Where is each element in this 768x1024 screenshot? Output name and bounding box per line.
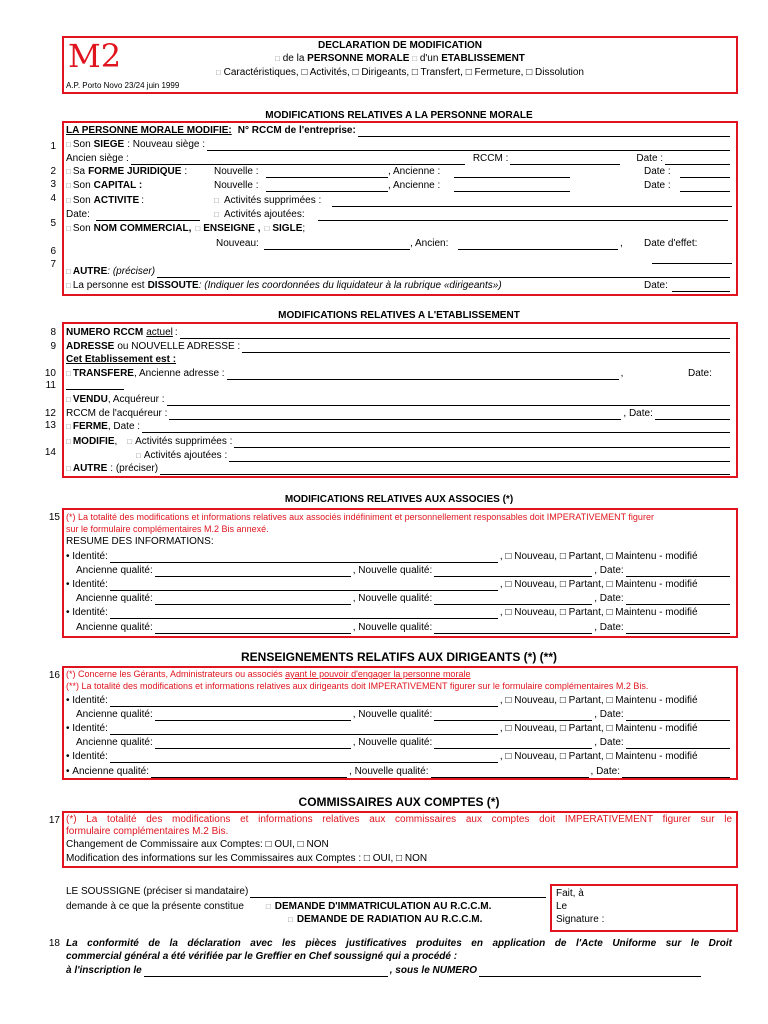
rccm-acquereur-field[interactable] [169, 411, 621, 420]
row-number: 4 [50, 193, 56, 204]
checkbox[interactable]: □ [275, 54, 280, 63]
demande-row: demande à ce que la présente constitue □ DEMANDE D'IMMATRICULATION AU R.C.C.M. [66, 901, 492, 912]
associe-qualite-row: Ancienne qualité: , Nouvelle qualité: , Date: [66, 622, 732, 634]
radiation-row: □ DEMANDE DE RADIATION AU R.C.C.M. [288, 914, 483, 925]
nouvelle-qualite-field[interactable] [434, 740, 592, 749]
soussigne-field[interactable] [250, 889, 546, 898]
row-number: 16 [48, 670, 60, 681]
row-number: 3 [50, 179, 56, 190]
row-number: 18 [48, 938, 60, 949]
date-field[interactable] [66, 382, 124, 390]
section-title-etablissement: MODIFICATIONS RELATIVES A L'ETABLISSEMENT [278, 310, 520, 321]
pm-dissoute-row: □ La personne est DISSOUTE : (Indiquer les coordonnées du liquidateur à la rubrique «dirigeants») Date: [66, 280, 732, 292]
pm-ancien-siege-row: Ancien siège : RCCM : Date : [66, 153, 732, 165]
soussigne-row: LE SOUSSIGNE (préciser si mandataire) [66, 886, 548, 898]
checkbox[interactable]: □ [136, 451, 141, 460]
ancienne-qualite-field[interactable] [155, 712, 351, 721]
form-reference: A.P. Porto Novo 23/24 juin 1999 [66, 81, 180, 90]
dirigeants-note-line2: (**) La totalité des modifications et informations relatives aux dirigeants doit IMPERATIVEMENT figurer sur le formulaire complémentaires M.2 Bis. [66, 681, 649, 691]
date-field[interactable] [655, 411, 730, 420]
associe-identite-row: • Identité: , □ Nouveau, □ Partant, □ Maintenu - modifié [66, 551, 698, 562]
row-number: 2 [50, 166, 56, 177]
nouvelle-qualite-field[interactable] [434, 568, 592, 577]
date-fermeture-field[interactable] [142, 424, 730, 433]
row-number: 14 [44, 447, 56, 458]
row-number: 8 [50, 327, 56, 338]
ancienne-adresse-field[interactable] [227, 371, 619, 380]
dirigeant-identite-row: • Identité: , □ Nouveau, □ Partant, □ Maintenu - modifié [66, 723, 698, 734]
checkbox[interactable]: □ [66, 369, 71, 378]
associe-identite-row: • Identité: , □ Nouveau, □ Partant, □ Maintenu - modifié [66, 607, 698, 618]
checkbox[interactable]: □ [264, 224, 270, 233]
header-line3: □ Caractéristiques, □ Activités, □ Dirigeants, □ Transfert, □ Fermeture, □ Dissolution [216, 67, 584, 78]
checkbox[interactable]: □ [127, 437, 133, 446]
modification-commissaire[interactable]: Modification des informations sur les Commissaires aux Comptes : □ OUI, □ NON [66, 853, 428, 864]
pm-nom-row: □ Son NOM COMMERCIAL, □ ENSEIGNE , □ SIGLE ; [66, 223, 306, 234]
etab-ajoutees-row: □ Activités ajoutées : [66, 450, 732, 462]
dirigeant-qualite-row: Ancienne qualité: , Nouvelle qualité: , Date: [66, 737, 732, 749]
le-label[interactable]: Le [556, 901, 568, 912]
inscription-numero-field[interactable] [479, 968, 701, 977]
row-number: 11 [45, 380, 56, 391]
row-number: 15 [48, 512, 60, 523]
checkbox[interactable]: □ [66, 267, 71, 276]
row-number: 6 [50, 246, 56, 257]
etab-autre-row: □ AUTRE : (préciser) [66, 463, 732, 475]
checkbox[interactable]: □ [66, 437, 71, 446]
ancienne-qualite-field[interactable] [155, 596, 351, 605]
ancienne-qualite-field[interactable] [155, 625, 351, 634]
identite-field[interactable] [110, 582, 498, 591]
section-title-personne-morale: MODIFICATIONS RELATIVES A LA PERSONNE MORALE [265, 110, 533, 121]
associes-note-line2: sur le formulaire complémentaires M.2 Bis annexé. [66, 524, 269, 534]
date-field[interactable] [626, 596, 730, 605]
dirigeant-qualite-row: Ancienne qualité: , Nouvelle qualité: , Date: [66, 709, 732, 721]
conformite-line1: La conformité de la déclaration avec les pièces justificatives produites en application de l'Acte Uniforme sur le Droit [66, 938, 732, 949]
associes-note-line1: (*) La totalité des modifications et informations relatives aux associés indéfiniment et personnellement responsables doit IMPERATIVEMENT figurer [66, 512, 654, 522]
identite-field[interactable] [110, 554, 498, 563]
nouvelle-qualite-field[interactable] [431, 769, 589, 778]
ancienne-qualite-field[interactable] [155, 568, 351, 577]
ancien-capital-field[interactable] [454, 183, 570, 192]
row-number: 7 [50, 259, 56, 270]
activites-ajoutees-field[interactable] [229, 453, 730, 462]
checkbox[interactable]: □ [66, 281, 71, 290]
nouveau-capital-field[interactable] [266, 183, 388, 192]
associe-qualite-row: Ancienne qualité: , Nouvelle qualité: , Date: [66, 565, 732, 577]
date-field[interactable] [680, 169, 730, 178]
etab-modifie-row: □ MODIFIE , □ Activités supprimées : [66, 436, 732, 448]
identite-field[interactable] [110, 698, 498, 707]
row-number: 9 [50, 341, 56, 352]
activites-supprimees-field[interactable] [332, 198, 732, 207]
row-number: 12 [44, 408, 56, 419]
etab-numero-row: NUMERO RCCM actuel : [66, 327, 732, 339]
ancien-nom-field[interactable] [458, 241, 618, 250]
dirigeants-note-line1: (*) Concerne les Gérants, Administrateurs ou associés ayant le pouvoir d'engager la personne morale [66, 669, 471, 679]
checkbox[interactable]: □ [66, 196, 71, 205]
inscription-date-field[interactable] [144, 968, 388, 977]
etab-rccm-acq-row: RCCM de l'acquéreur : , Date: [66, 408, 732, 420]
pm-autre-row: □ AUTRE : (préciser) [66, 266, 732, 278]
row-number: 5 [50, 218, 56, 229]
commissaires-note-line2: formulaire complémentaires M.2 Bis. [66, 826, 229, 837]
date-field[interactable] [672, 283, 730, 292]
signature-label[interactable]: Signature : [556, 914, 605, 925]
changement-commissaire[interactable]: Changement de Commissaire aux Comptes: □ OUI, □ NON [66, 839, 329, 850]
section-title-associes: MODIFICATIONS RELATIVES AUX ASSOCIES (*) [284, 494, 514, 505]
conformite-line2: commercial général a été vérifiée par le Greffier en Chef soussigné qui a procédé : [66, 951, 458, 962]
checkbox[interactable]: □ [66, 140, 71, 149]
row-number: 10 [44, 368, 56, 379]
numero-rccm-field[interactable] [180, 330, 730, 339]
nouvelle-qualite-field[interactable] [434, 596, 592, 605]
date-field[interactable] [96, 212, 200, 221]
acquereur-field[interactable] [167, 397, 730, 406]
associe-identite-row: • Identité: , □ Nouveau, □ Partant, □ Maintenu - modifié [66, 579, 698, 590]
checkbox[interactable]: □ [66, 464, 71, 473]
pm-forme-row: □ Sa FORME JURIDIQUE : Nouvelle : , Ancienne : Date : [66, 166, 732, 178]
autre-field[interactable] [157, 269, 730, 278]
checkbox[interactable]: □ [216, 68, 221, 77]
conformite-line3: à l'inscription le , sous le NUMERO [66, 965, 732, 977]
checkbox[interactable]: □ [66, 395, 71, 404]
row-number: 17 [48, 815, 60, 826]
row-number: 13 [44, 420, 56, 431]
pm-header-row: LA PERSONNE MORALE MODIFIE: N° RCCM de l'entreprise: [66, 125, 732, 137]
autre-field[interactable] [160, 466, 730, 475]
date-field[interactable] [626, 625, 730, 634]
checkbox[interactable]: □ [214, 210, 219, 219]
nouvelle-qualite-field[interactable] [434, 625, 592, 634]
dirigeant-identite-row: • Identité: , □ Nouveau, □ Partant, □ Maintenu - modifié [66, 751, 698, 762]
resume-label: RESUME DES INFORMATIONS: [66, 536, 214, 547]
section-title-commissaires: COMMISSAIRES AUX COMPTES (*) [298, 795, 500, 809]
associe-qualite-row: Ancienne qualité: , Nouvelle qualité: , Date: [66, 593, 732, 605]
ancien-siege-field[interactable] [131, 156, 465, 165]
nouveau-nom-field[interactable] [264, 241, 410, 250]
ancienne-forme-field[interactable] [454, 169, 570, 178]
dirigeant-identite-row: • Identité: , □ Nouveau, □ Partant, □ Maintenu - modifié [66, 695, 698, 706]
checkbox[interactable]: □ [214, 196, 219, 205]
form-logo: M2 [68, 37, 122, 75]
nouveau-siege-field[interactable] [207, 142, 730, 151]
section-title-dirigeants: RENSEIGNEMENTS RELATIFS AUX DIRIGEANTS (*) (**) [240, 650, 557, 664]
checkbox[interactable]: □ [412, 54, 418, 63]
checkbox[interactable]: □ [195, 224, 201, 233]
date-field[interactable] [680, 183, 730, 192]
date-field[interactable] [622, 769, 730, 778]
fait-a-label[interactable]: Fait, à [556, 888, 584, 899]
identite-field[interactable] [110, 726, 498, 735]
date-field[interactable] [626, 712, 730, 721]
pm-nom-row2: Nouveau: , Ancien: , Date d'effet: [216, 238, 698, 249]
date-field[interactable] [626, 568, 730, 577]
checkbox[interactable]: □ [66, 167, 71, 176]
nouvelle-forme-field[interactable] [266, 169, 388, 178]
etab-transfere-row: □ TRANSFERE , Ancienne adresse : , Date: [66, 368, 712, 379]
checkbox[interactable]: □ [66, 422, 71, 431]
nouvelle-qualite-field[interactable] [434, 712, 592, 721]
identite-field[interactable] [110, 610, 498, 619]
form-title: DECLARATION DE MODIFICATION [317, 40, 483, 51]
commissaires-note-line1: (*) La totalité des modifications et informations relatives aux commissaires aux comptes doit IMPERATIVEMENT figurer sur le [66, 814, 732, 825]
rccm-entreprise-field[interactable] [358, 128, 730, 137]
date-field[interactable] [665, 156, 730, 165]
checkbox[interactable]: □ [66, 181, 71, 190]
etab-vendu-row: □ VENDU , Acquéreur : [66, 394, 732, 406]
activites-ajoutees-field[interactable] [318, 212, 728, 221]
ancienne-qualite-field[interactable] [155, 740, 351, 749]
date-effet-field[interactable] [652, 256, 732, 264]
checkbox[interactable]: □ [265, 902, 271, 911]
row-number: 1 [50, 141, 56, 152]
etab-cet-row: Cet Etablissement est : [66, 354, 177, 365]
identite-field[interactable] [110, 754, 498, 763]
pm-activite-row: □ Son ACTIVITE : □ Activités supprimées : [66, 195, 732, 207]
etab-adresse-row: ADRESSE ou NOUVELLE ADRESSE : [66, 341, 732, 353]
checkbox[interactable]: □ [66, 224, 71, 233]
etab-ferme-row: □ FERME , Date : [66, 421, 732, 433]
date-field[interactable] [626, 740, 730, 749]
activites-supprimees-field[interactable] [234, 439, 730, 448]
rccm-field[interactable] [510, 156, 620, 165]
nouvelle-adresse-field[interactable] [242, 344, 730, 353]
pm-activite-row2: Date: □ Activités ajoutées: [66, 209, 732, 221]
header-line2: □ de la PERSONNE MORALE □ d'un ETABLISSEMENT [275, 53, 525, 64]
pm-capital-row: □ Son CAPITAL : Nouvelle : , Ancienne : Date : [66, 180, 732, 192]
dirigeant-qualite-row: • Ancienne qualité: , Nouvelle qualité: , Date: [66, 766, 732, 778]
checkbox[interactable]: □ [288, 915, 293, 924]
pm-siege-row: □ Son SIEGE : Nouveau siège : [66, 139, 732, 151]
ancienne-qualite-field[interactable] [151, 769, 347, 778]
